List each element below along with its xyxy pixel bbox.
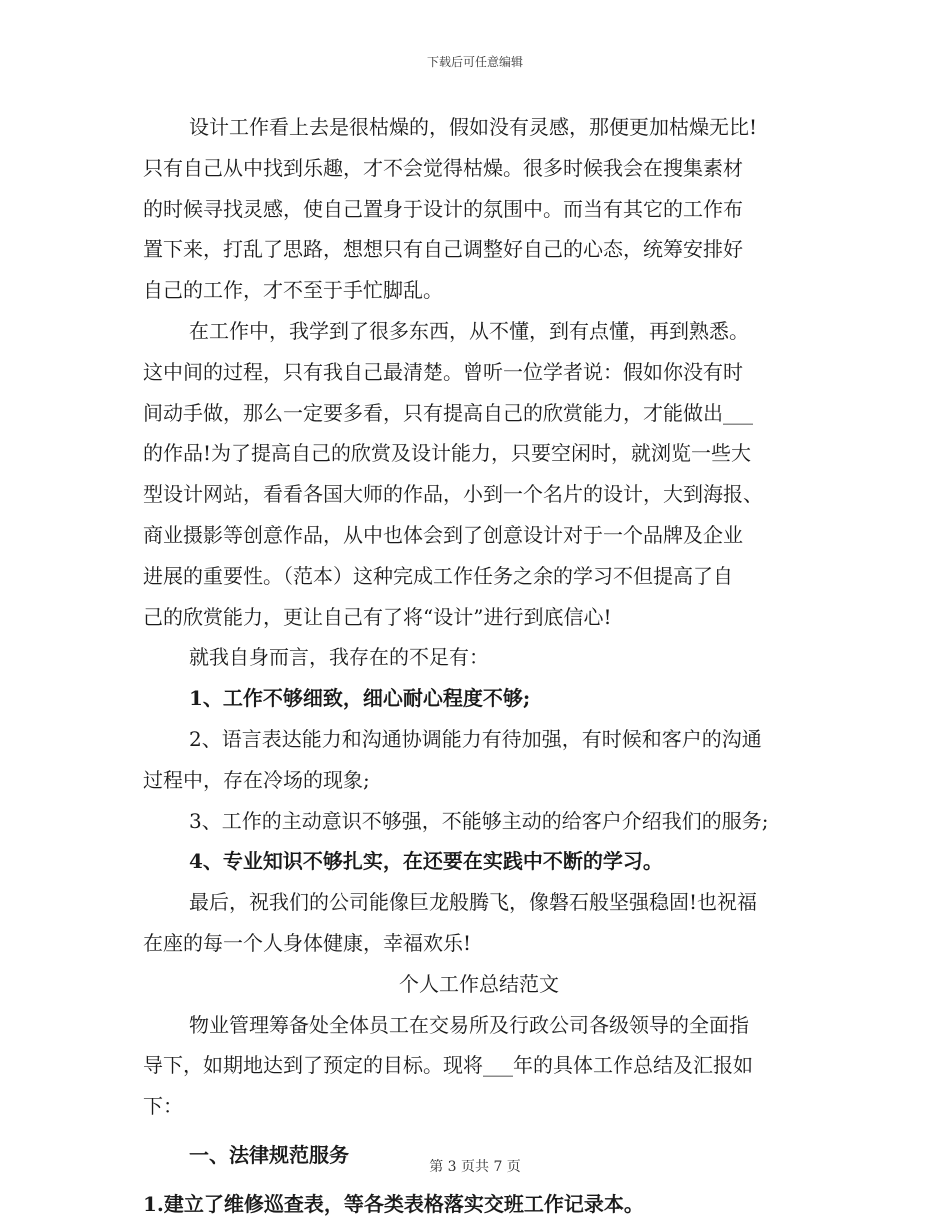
list-item-4: 4、专业知识不够扎实，在还要在实践中不断的学习。 xyxy=(189,849,663,874)
paragraph-line: 商业摄影等创意作品，从中也体会到了创意设计对于一个品牌及企业 xyxy=(143,522,743,547)
paragraph-line: 置下来，打乱了思路，想想只有自己调整好自己的心态，统筹安排好 xyxy=(143,237,743,262)
paragraph-line: 自己的工作，才不至于手忙脚乱。 xyxy=(143,278,443,303)
paragraph-line: 己的欣赏能力，更让自己有了将“设计”进行到底信心! xyxy=(143,604,612,629)
list-item-3: 3、工作的主动意识不够强，不能够主动的给客户介绍我们的服务; xyxy=(189,808,769,833)
paragraph-line: 型设计网站，看看各国大师的作品，小到一个名片的设计，大到海报、 xyxy=(143,482,763,507)
paragraph-line: 进展的重要性。（范本）这种完成工作任务之余的学习不但提高了自 xyxy=(143,563,733,588)
paragraph-line: 最后，祝我们的公司能像巨龙般腾飞，像磐石般坚强稳固!也祝福 xyxy=(189,890,758,915)
section-title: 个人工作总结范文 xyxy=(399,971,559,996)
list-item-2: 2、语言表达能力和沟通协调能力有待加强，有时候和客户的沟通 xyxy=(189,726,762,751)
list-item-1: 1、工作不够细致，细心耐心程度不够; xyxy=(189,686,531,711)
page-footer: 第 3 页共 7 页 xyxy=(429,1159,521,1175)
heading-1: 一、法律规范服务 xyxy=(189,1142,349,1167)
paragraph-line: 在工作中，我学到了很多东西，从不懂，到有点懂，再到熟悉。 xyxy=(189,318,749,343)
document-body xyxy=(143,107,815,1225)
paragraph-line: 这中间的过程，只有我自己最清楚。曾听一位学者说：假如你没有时 xyxy=(143,359,743,384)
paragraph-line: 只有自己从中找到乐趣，才不会觉得枯燥。很多时候我会在搜集素材 xyxy=(143,155,743,180)
subheading-1: 1.建立了维修巡查表，等各类表格落实交班工作记录本。 xyxy=(143,1191,644,1216)
paragraph-line: 就我自身而言，我存在的不足有： xyxy=(189,645,489,670)
paragraph-line: 在座的每一个人身体健康，幸福欢乐! xyxy=(143,930,472,955)
paragraph-line: 下： xyxy=(143,1094,183,1119)
list-item-2-cont: 过程中，存在冷场的现象; xyxy=(143,767,370,792)
page-header: 下载后可任意编辑 xyxy=(426,55,523,69)
paragraph-line: 的作品!为了提高自己的欣赏及设计能力，只要空闲时，就浏览一些大 xyxy=(143,441,752,466)
paragraph-line: 设计工作看上去是很枯燥的，假如没有灵感，那便更加枯燥无比! xyxy=(189,115,758,139)
paragraph-line: 导下，如期地达到了预定的目标。现将___年的具体工作总结及汇报如 xyxy=(143,1053,753,1078)
paragraph-line: 间动手做，那么一定要多看，只有提高自己的欣赏能力，才能做出___ xyxy=(143,400,753,425)
paragraph-line: 的时候寻找灵感，使自己置身于设计的氛围中。而当有其它的工作布 xyxy=(143,196,743,221)
paragraph-line: 物业管理筹备处全体员工在交易所及行政公司各级领导的全面指 xyxy=(189,1012,749,1037)
